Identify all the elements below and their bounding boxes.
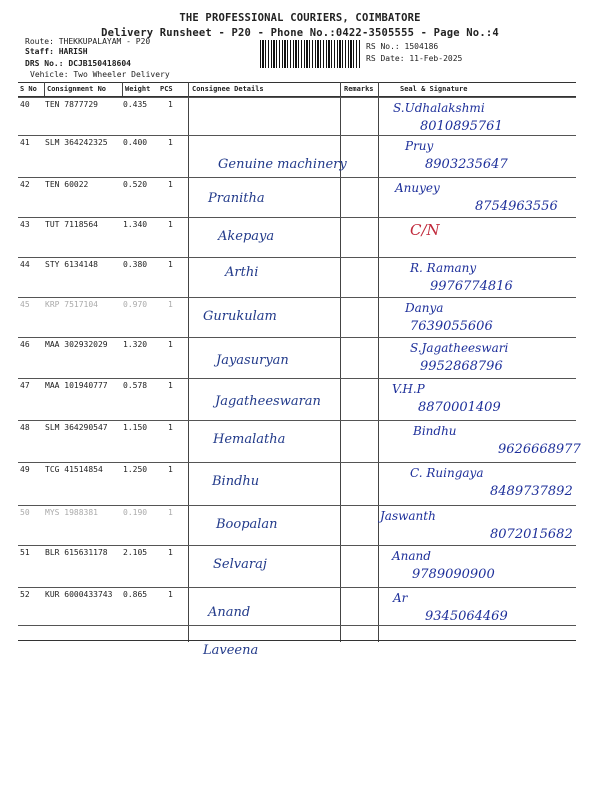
col-divider (44, 82, 45, 96)
receiver-signature: R. Ramany (410, 261, 477, 275)
receiver-phone: 9345064469 (425, 609, 508, 624)
weight-cell: 0.400 (123, 138, 148, 147)
table-bottom-border (18, 640, 576, 641)
consignee-name: Laveena (203, 643, 259, 658)
weight-cell: 0.435 (123, 100, 148, 109)
sno-cell: 51 (20, 548, 30, 557)
receiver-signature: Danya (405, 301, 444, 315)
sno-cell: 41 (20, 138, 30, 147)
receiver-signature: Pruy (405, 139, 434, 153)
company-title: THE PROFESSIONAL COURIERS, COIMBATORE (179, 12, 421, 24)
rs-date: RS Date: 11-Feb-2025 (366, 54, 463, 63)
col-consignment: Consignment No (47, 85, 107, 93)
receiver-phone: 9789090900 (412, 567, 495, 582)
receiver-phone: 7639055606 (410, 319, 493, 334)
receiver-signature: S.Jagatheeswari (410, 341, 509, 355)
consignment-cell: KRP 7517104 (45, 300, 98, 309)
consignee-name: Bindhu (212, 474, 260, 489)
weight-cell: 1.150 (123, 423, 148, 432)
consignee-name: Pranitha (208, 191, 265, 206)
weight-cell: 0.190 (123, 508, 148, 517)
receiver-phone: 8489737892 (490, 484, 573, 499)
receiver-phone: 9976774816 (430, 279, 513, 294)
row-separator (18, 135, 576, 136)
col-seal: Seal & Signature (400, 85, 468, 93)
receiver-signature: Anand (392, 549, 431, 563)
consignment-cell: SLM 364242325 (45, 138, 108, 147)
receiver-signature: C. Ruingaya (410, 466, 484, 480)
col-pcs: PCS (160, 85, 173, 93)
weight-cell: 1.340 (123, 220, 148, 229)
pcs-cell: 1 (168, 590, 173, 599)
sno-cell: 52 (20, 590, 30, 599)
receiver-phone: 9952868796 (420, 359, 503, 374)
sno-cell: 40 (20, 100, 30, 109)
table-row (18, 625, 576, 640)
pcs-cell: 1 (168, 260, 173, 269)
pcs-cell: 1 (168, 180, 173, 189)
col-weight: Weight (125, 85, 151, 93)
row-separator (18, 625, 576, 626)
receiver-signature: Bindhu (413, 424, 457, 438)
sno-cell: 47 (20, 381, 30, 390)
col-consignee: Consignee Details (192, 85, 264, 93)
row-separator (18, 97, 576, 98)
col-sno: S No (20, 85, 37, 93)
sno-cell: 49 (20, 465, 30, 474)
sno-cell: 45 (20, 300, 30, 309)
weight-cell: 0.970 (123, 300, 148, 309)
consignee-name: Jagatheeswaran (215, 394, 321, 409)
receiver-signature: Anuyey (395, 181, 440, 195)
consignee-name: Hemalatha (213, 432, 286, 447)
runsheet-title: Delivery Runsheet - P20 - Phone No.:0422-3505555 - Page No.:4 (101, 27, 499, 39)
sno-cell: 43 (20, 220, 30, 229)
weight-cell: 0.865 (123, 590, 148, 599)
barcode (260, 40, 360, 68)
weight-cell: 1.320 (123, 340, 148, 349)
receiver-phone: 8072015682 (490, 527, 573, 542)
consignment-cell: SLM 364290547 (45, 423, 108, 432)
rs-number: RS No.: 1504186 (366, 42, 439, 51)
receiver-signature: V.H.P (392, 382, 425, 396)
col-remarks: Remarks (344, 85, 374, 93)
pcs-cell: 1 (168, 465, 173, 474)
consignment-cell: MAA 302932029 (45, 340, 108, 349)
table-top-border (18, 82, 576, 83)
pcs-cell: 1 (168, 508, 173, 517)
consignment-cell: MYS 1988381 (45, 508, 98, 517)
pcs-cell: 1 (168, 423, 173, 432)
consignee-name: Genuine machinery (218, 157, 347, 172)
row-separator (18, 297, 576, 298)
row-separator (18, 462, 576, 463)
weight-cell: 0.380 (123, 260, 148, 269)
consignment-cell: TCG 41514854 (45, 465, 103, 474)
consignee-name: Boopalan (216, 517, 278, 532)
weight-cell: 1.250 (123, 465, 148, 474)
table-row (18, 420, 576, 462)
vehicle-info: Vehicle: Two Wheeler Delivery (30, 70, 170, 79)
consignment-cell: BLR 615631178 (45, 548, 108, 557)
consignment-cell: STY 6134148 (45, 260, 98, 269)
table-row (18, 217, 576, 257)
consignment-cell: MAA 101940777 (45, 381, 108, 390)
row-separator (18, 217, 576, 218)
sno-cell: 50 (20, 508, 30, 517)
weight-cell: 2.105 (123, 548, 148, 557)
consignee-name: Anand (208, 605, 251, 620)
pcs-cell: 1 (168, 220, 173, 229)
consignment-cell: KUR 6000433743 (45, 590, 113, 599)
row-separator (18, 378, 576, 379)
consignee-name: Gurukulam (203, 309, 277, 324)
row-separator (18, 420, 576, 421)
consignment-cell: TEN 60022 (45, 180, 89, 189)
pcs-cell: 1 (168, 100, 173, 109)
row-separator (18, 545, 576, 546)
row-separator (18, 587, 576, 588)
pcs-cell: 1 (168, 340, 173, 349)
sno-cell: 42 (20, 180, 30, 189)
sno-cell: 46 (20, 340, 30, 349)
row-separator (18, 505, 576, 506)
receiver-phone: 8754963556 (475, 199, 558, 214)
receiver-signature: C/N (410, 221, 440, 239)
row-separator (18, 177, 576, 178)
col-divider (122, 82, 123, 96)
route-info: Route: THEKKUPALAYAM - P20 (25, 37, 151, 46)
row-separator (18, 337, 576, 338)
receiver-phone: 8903235647 (425, 157, 508, 172)
weight-cell: 0.578 (123, 381, 148, 390)
sno-cell: 44 (20, 260, 30, 269)
pcs-cell: 1 (168, 300, 173, 309)
row-separator (18, 257, 576, 258)
pcs-cell: 1 (168, 381, 173, 390)
receiver-signature: Jaswanth (380, 509, 436, 523)
receiver-signature: Ar (393, 591, 408, 605)
sno-cell: 48 (20, 423, 30, 432)
weight-cell: 0.520 (123, 180, 148, 189)
pcs-cell: 1 (168, 548, 173, 557)
receiver-phone: 8870001409 (418, 400, 501, 415)
consignment-cell: TUT 7118564 (45, 220, 98, 229)
consignee-name: Akepaya (218, 229, 275, 244)
receiver-signature: S.Udhalakshmi (393, 101, 485, 115)
receiver-phone: 8010895761 (420, 119, 503, 134)
consignee-name: Selvaraj (213, 557, 267, 572)
consignee-name: Jayasuryan (216, 353, 289, 368)
drs-number: DRS No.: DCJB150418604 (25, 59, 131, 68)
staff-info: Staff: HARISH (25, 47, 88, 56)
receiver-phone: 9626668977 (498, 442, 581, 457)
pcs-cell: 1 (168, 138, 173, 147)
consignee-name: Arthi (225, 265, 259, 280)
consignment-cell: TEN 7877729 (45, 100, 98, 109)
